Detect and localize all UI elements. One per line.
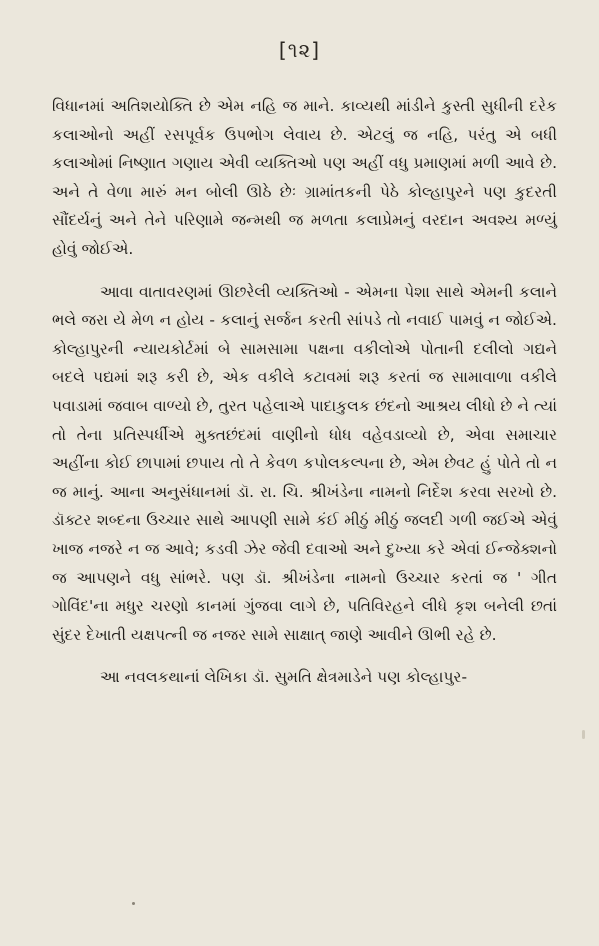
- page-number: [૧૨]: [278, 38, 321, 62]
- body-text: [52, 92, 557, 692]
- paragraph-2: આવા વાતાવરણમાં ઊછરેલી વ્યક્તિઓ - એમના પેશા સાથે એમની કલાને ભલે જરા યે મેળ ન હોય - કલાનું સર્જન કરતી સાંપડે તો નવાઈ પામવું ન જોઈએ. કોલ્હાપુરની ન્યાયકોર્ટમાં બે સામસામા પક્ષના વકીલોએ પોતાની દલીલો ગદ્યને બદલે પદ્યમાં શરૂ કરી છે, એક વકીલે કટાવમાં શરૂ કરતાં જ સામાવાળા વકીલે પવાડામાં જવાબ વાળ્યો છે, તુરત પહેલાએ પાદાકુલક છંદનો આશ્રય લીધો છે ને ત્યાં તો તેના પ્રતિસ્પર્ધીએ મુક્તછંદમાં વાણીનો ધોધ વહેવડાવ્યો છે, એવા સમાચાર અહીંના કોઈ છાપામાં છપાય તો તે કેવળ કપોલકલ્પના છે, એમ છેવટ હું પોતે તો ન જ માનું. આના અનુસંધાનમાં ડૉ. રા. ચિ. શ્રીખંડેના નામનો નિર્દેશ કરવા સરખો છે. ડૉક્ટર શબ્દના ઉચ્ચાર સાથે આપણી સામે કંઈ મીઠું મીઠું જલદી ગળી જઈએ એવું ખાજ નજરે ન જ આવે; કડવી ઝેર જેવી દવાઓ અને દુખ્યા કરે એવાં ઈન્જેક્શનો જ આપણને વધુ સાંભરે. પણ ડૉ. શ્રીખંડેના નામનો ઉચ્ચાર કરતાં જ ' ગીત ગોવિંદ'ના મધુર ચરણો કાનમાં ગુંજવા લાગે છે, પતિવિરહને લીધે કૃશ બનેલી છતાં સુંદર દેખાતી યક્ષપત્ની જ નજર સામે સાક્ષાત્ જાણે આવીને ઊભી રહે છે.: [52, 282, 557, 644]
- paragraph-1: વિધાનમાં અતિશયોક્તિ છે એમ નહિ જ માને. કાવ્યથી માંડીને કુસ્તી સુધીની દરેક કલાઓનો અહીં રસપૂર્વક ઉપભોગ લેવાય છે. એટલું જ નહિ, પરંતુ એ બધી કલાઓમાં નિષ્ણાત ગણાય એવી વ્યક્તિઓ પણ અહીં વધુ પ્રમાણમાં મળી આવે છે. અને તે વેળા મારું મન બોલી ઊઠે છેઃ ગ્રામાંતકની પેઠે કોલ્હાપુરને પણ કુદરતી સૌંદર્યનું અને તેને પરિણામે જન્મથી જ મળતા કલાપ્રેમનું વરદાન અવશ્ય મળ્યું હોવું જોઈએ.: [52, 97, 557, 258]
- scan-blemish: [582, 730, 585, 739]
- paragraph-3: આ નવલકથાનાં લેખિકા ડૉ. સુમતિ ક્ષેત્રમાડેને પણ કોલ્હાપુર-: [100, 668, 468, 687]
- scan-dot: [132, 902, 135, 905]
